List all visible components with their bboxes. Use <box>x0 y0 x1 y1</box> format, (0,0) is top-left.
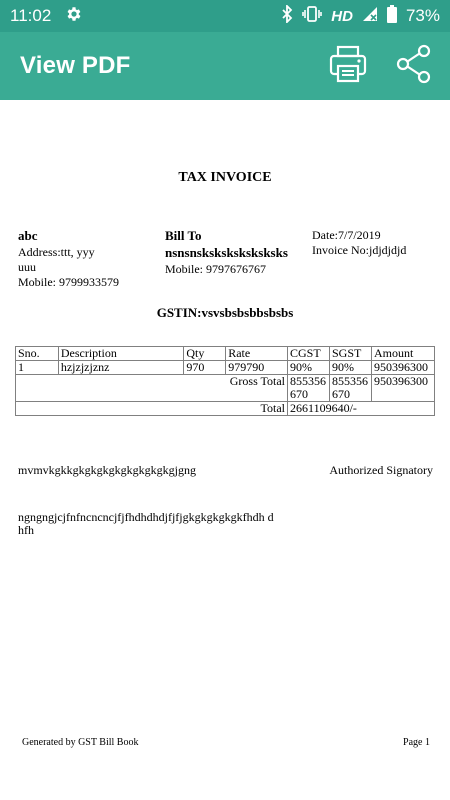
status-left <box>10 5 83 28</box>
column-header: Qty <box>184 347 226 361</box>
invoice-number: Invoice No:jdjdjdjd <box>312 243 407 257</box>
battery-percent: 73% <box>405 6 440 25</box>
status-right <box>281 5 440 28</box>
app-bar <box>0 32 450 100</box>
seller-address: Address:ttt, yyy <box>18 245 95 259</box>
gross-total-sgst: 855356 670 <box>330 375 372 402</box>
page-title: View PDF <box>20 52 131 79</box>
column-header: Amount <box>371 347 434 361</box>
table-cell: 90% <box>288 361 330 375</box>
battery-icon <box>387 5 397 28</box>
print-button[interactable] <box>328 46 368 86</box>
total-row <box>16 402 435 416</box>
column-header: SGST <box>330 347 372 361</box>
gross-total-label: Gross Total <box>16 375 288 402</box>
vibrate-icon <box>302 5 322 28</box>
table-cell: 950396300 <box>371 361 434 375</box>
table-row <box>16 361 435 375</box>
table-cell: 1 <box>16 361 59 375</box>
network-type: HD <box>331 7 353 25</box>
total-label: Total <box>16 402 288 416</box>
share-icon <box>395 44 433 89</box>
signal-icon <box>362 6 378 27</box>
seller-mobile: Mobile: 9799933579 <box>18 275 119 289</box>
invoice-date: Date:7/7/2019 <box>312 228 381 242</box>
app-actions <box>328 46 434 86</box>
status-time: 11:02 <box>10 6 52 25</box>
bill-to-name: nsnsnsksksksksksksks <box>165 245 288 260</box>
note-line-1: mvmvkgkkgkgkgkgkgkgkgkgkgjgng <box>18 463 197 477</box>
column-header: CGST <box>288 347 330 361</box>
bill-to-mobile: Mobile: 9797676767 <box>165 262 266 276</box>
bluetooth-icon <box>281 5 293 28</box>
printer-icon <box>328 44 368 89</box>
column-header: Description <box>58 347 183 361</box>
gstin: GSTIN:vsvsbsbsbbsbsbs <box>156 305 294 320</box>
gross-total-amount: 950396300 <box>371 375 434 402</box>
table-cell: 979790 <box>226 361 288 375</box>
column-header: Sno. <box>16 347 59 361</box>
table-cell: 970 <box>184 361 226 375</box>
settings-gear-icon <box>65 5 83 28</box>
bill-to-label: Bill To <box>165 228 202 243</box>
gross-total-cgst: 855356 670 <box>288 375 330 402</box>
gross-total-row <box>16 375 435 402</box>
footer-generated-by: Generated by GST Bill Book <box>22 737 139 748</box>
column-header: Rate <box>226 347 288 361</box>
pdf-page[interactable] <box>0 100 450 800</box>
table-cell: hzjzjzjznz <box>58 361 183 375</box>
table-header-row <box>16 347 435 361</box>
authorized-signatory: Authorized Signatory <box>329 463 433 477</box>
table-cell: 90% <box>330 361 372 375</box>
seller-name: abc <box>18 228 38 243</box>
items-table <box>15 346 435 416</box>
total-value: 2661109640/- <box>288 402 435 416</box>
seller-address-2: uuu <box>18 260 36 274</box>
status-bar <box>0 0 450 32</box>
note-line-2: ngngngjcjfnfncncncjfjfhdhdhdjfjfjgkgkgkgkgkfhdh dhfh <box>18 510 274 537</box>
share-button[interactable] <box>394 46 434 86</box>
invoice-title: TAX INVOICE <box>178 170 272 185</box>
footer-page-number: Page 1 <box>403 737 430 748</box>
